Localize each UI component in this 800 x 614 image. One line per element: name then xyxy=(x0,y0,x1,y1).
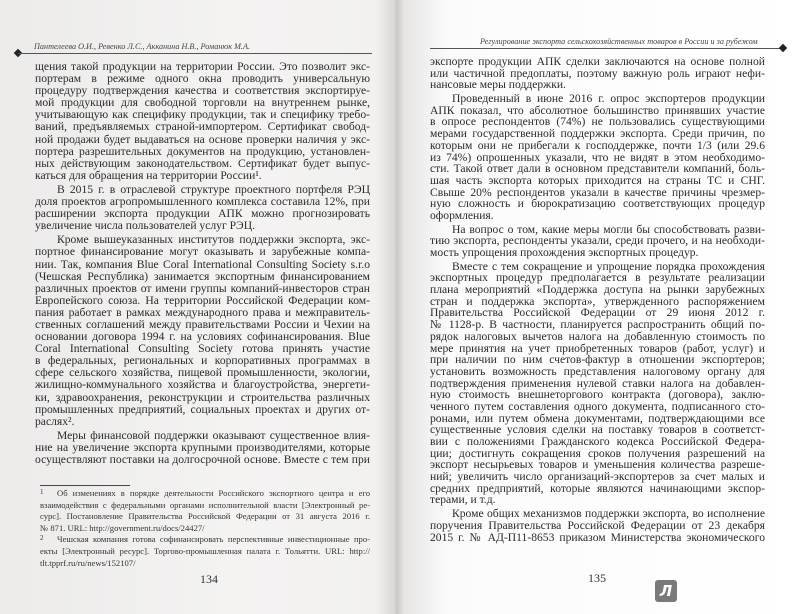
text-line: мость упрощения прохождения экспортных процедур. xyxy=(430,246,699,259)
footnote-separator xyxy=(40,485,130,486)
text-line: Кроме вышеуказанных институтов поддержки экспорта, экс- xyxy=(57,233,370,247)
text-line: ную стоимость внешнеторгового контракта (договора), заклю- xyxy=(430,388,765,402)
text-line: промышленных предприятий, социальных проектах и других от- xyxy=(35,402,370,416)
text-line: (Чешская Республика) занимается экспортным финансированием xyxy=(35,269,370,283)
text-line: различных проектов от имени группы компаний-инвесторов стран xyxy=(35,281,370,295)
text-line: каться для обращения на территории России¹. xyxy=(35,168,262,182)
text-line: ние на увеличение экспорта крупными производителями, которые xyxy=(35,440,370,454)
text-line: основании договора 1994 г. на условиях софинансирования. Blue xyxy=(35,330,370,344)
footnote-line: сурс]. Постановление Правительства Российской Федерации от 31 августа 2016 г. xyxy=(40,511,370,522)
right-page-body-text xyxy=(430,56,765,545)
text-line: существенные условия сделки на поставку товаров в соответст- xyxy=(430,423,765,437)
text-line: учитывающую как специфику продукции, так и специфику требо- xyxy=(35,108,370,122)
header-rule xyxy=(18,53,372,54)
paragraph xyxy=(35,61,370,182)
header-diamond-ornament xyxy=(779,44,787,52)
paragraph xyxy=(35,234,370,428)
text-line: 2015 г. № АД-П11-8653 приказом Министерства экономического xyxy=(430,530,765,544)
text-line: осуществляют поставки на долгосрочной основе. Вместе с тем при xyxy=(35,453,370,466)
text-line: из 74%) опрошенных указали, что не видят в этом необходимо- xyxy=(430,150,765,164)
paragraph xyxy=(430,56,765,91)
text-line: № 1128-р. В частности, планируется распространить общий по- xyxy=(430,318,765,332)
text-line: рядок налоговых вычетов налога на добавленную стоимость по xyxy=(430,329,765,343)
text-line: поручения Правительства Российской Федерации от 23 декабря xyxy=(430,518,765,532)
text-line: ственных соглашений между правительствами России и Чехии на xyxy=(35,317,370,331)
paragraph xyxy=(430,93,765,222)
footnote-line: взаимодействия с федеральными органами исполнительной власти [Электронный ре- xyxy=(40,499,370,510)
text-line: тию экспорта, респонденты указали, среди прочего, и на необходи- xyxy=(430,234,765,248)
footnote-line: Об изменениях в порядке деятельности Российского экспортного центра и его xyxy=(57,488,370,498)
text-line: щения такой продукции на территории России. Это позволит экс- xyxy=(35,60,370,73)
paragraph xyxy=(35,430,370,466)
text-line: подтверждения применения нулевой ставки налога на добавлен- xyxy=(430,376,765,390)
text-line: ции; достигнуть сокращения сроков получения разрешений на xyxy=(430,446,765,460)
text-line: экспорт несырьевых товаров и уменьшения количества разреше- xyxy=(430,458,765,472)
footnote-line: Чешская компания готова софинансировать перспективные инвестиционные про- xyxy=(57,534,370,545)
text-line: при наличии по ним счетов-фактур в отношении экспортеров; xyxy=(430,353,765,367)
footnote-number: 1 xyxy=(40,488,44,496)
text-line: терами, и т.д. xyxy=(430,493,496,507)
footnote xyxy=(40,534,370,569)
text-line: ронами, или путем обмена документами, подтверждающими все xyxy=(430,411,765,425)
text-line: процедуру подтверждения качества и соответствия экспортируе- xyxy=(35,84,370,98)
text-line: Проведенный в июне 2016 г. опрос экспортеров продукции xyxy=(452,92,765,106)
text-line: мой продукции для свободной торговли на внутреннем рынке, xyxy=(35,96,370,110)
text-line: Европейского союза. На территории Российской Федерации ком- xyxy=(35,293,370,307)
paragraph xyxy=(430,508,765,543)
text-line: раслях². xyxy=(35,414,75,428)
text-line: пания работает в рамках международного права и межправитель- xyxy=(35,305,370,319)
text-line: Свыше 20% респондентов указали в качестве причины чрезмер- xyxy=(430,185,765,199)
publisher-logo-icon: Л xyxy=(655,580,677,602)
text-line: Правительства Российской Федерации от 29 июня 2012 г. xyxy=(430,306,765,320)
text-line: Кроме общих механизмов поддержки экспорта, во исполнение xyxy=(452,507,765,521)
footnote-line: tlt.tpprf.ru/ru/news/152107/ xyxy=(40,557,136,568)
left-page-body-text xyxy=(35,61,370,468)
page-number: 134 xyxy=(200,572,218,586)
footnote-line: екты [Электронный ресурс]. Торгово-промышленная палата г. Тольятти. URL: http:// xyxy=(40,545,370,556)
text-line: стран и поддержка экспорта», утвержденного распоряжением xyxy=(430,294,765,308)
text-line: ную сложность и бюрократизацию соответствующих процедур xyxy=(430,197,765,211)
right-page xyxy=(402,0,800,614)
paragraph xyxy=(430,224,765,259)
paragraph xyxy=(430,261,765,506)
text-line: ний; увеличить число организаций-экспортеров за счет малых и xyxy=(430,470,765,484)
text-line: экспортных процедур предполагается в результате реализации xyxy=(430,271,765,285)
text-line: оформления. xyxy=(430,208,494,222)
text-line: ной продажи будет выдаваться на основе проверки наличия у экс- xyxy=(35,132,370,146)
text-line: жилищно-коммунального хозяйства и благоустройства, энергети- xyxy=(35,378,370,392)
text-line: доля проектов агропромышленного комплекса составила 12%, при xyxy=(35,195,370,209)
running-header-title: Регулирование экспорта сельскохозяйственных товаров в России и за рубежом xyxy=(480,37,758,46)
text-line: сфере сельского хозяйства, пищевой промышленности, экологии, xyxy=(35,366,370,380)
text-line: портное финансирование могут оказывать и зарубежные компа- xyxy=(35,245,370,259)
text-line: ки, здравоохранения, реконструкции и строительства различных xyxy=(35,390,370,404)
text-line: нии. Так, компания Blue Coral International Consulting Society s.r.o xyxy=(35,257,370,271)
text-line: шая часть экспорта которых приходится на страны ТС и СНГ. xyxy=(430,173,765,187)
text-line: установить возможность представления налоговому органу для xyxy=(430,364,765,378)
paragraph xyxy=(35,184,370,232)
text-line: ченного путем составления одного документа, подписанного сто- xyxy=(430,399,765,413)
text-line: На вопрос о том, какие меры могли бы способствовать разви- xyxy=(452,222,765,236)
text-line: портера разрешительных документов на продукцию, установлен- xyxy=(35,144,370,158)
text-line: мерами государственной поддержки экспорта. Среди причин, по xyxy=(430,127,765,141)
text-line: или частичной предоплаты, поэтому важную роль играют нефи- xyxy=(430,66,765,80)
text-line: которым они не прибегали к господдержке, почти 1/3 (или 29.6 xyxy=(430,138,765,152)
text-line: портерам в режиме одного окна проводить универсальную xyxy=(35,72,370,86)
text-line: средних предприятий, которые являются начинающими экспор- xyxy=(430,481,765,495)
footnotes xyxy=(40,488,370,569)
footnote xyxy=(40,488,370,534)
left-page xyxy=(0,0,398,614)
running-header-authors: Пантелеева О.И., Ревенко Л.С., Акканина Н.В., Романюк М.А. xyxy=(34,42,250,51)
text-line: мере принятия на учет приобретенных товаров (работ, услуг) и xyxy=(430,341,765,355)
header-rule xyxy=(430,48,782,49)
text-line: ных действующим законодательством. Сертификат будет выпус- xyxy=(35,156,370,170)
text-line: ваний, предъявляемых страной-импортером. Сертификат свобод- xyxy=(35,120,370,134)
text-line: в опросе респондентов (74%) не пользовались существующими xyxy=(430,115,765,129)
page-number: 135 xyxy=(588,571,606,585)
text-line: увеличение числа пользователей услуг РЭЦ. xyxy=(35,219,255,233)
text-line: Coral International Consulting Society готова принять участие xyxy=(35,342,370,356)
text-line: нансовые меры поддержки. xyxy=(430,78,566,92)
footnote-line: № 871. URL: http://government.ru/docs/24427/ xyxy=(40,522,205,533)
text-line: АПК показал, что абсолютное большинство принявших участие xyxy=(430,103,765,117)
text-line: Меры финансовой поддержки оказывают существенное влия- xyxy=(57,428,370,442)
text-line: сти. Такой ответ дали в основном представители компаний, боль- xyxy=(430,162,765,176)
text-line: в федеральных, региональных и корпоративных программах в xyxy=(35,354,370,368)
text-line: расширении экспорта продукции АПК можно прогнозировать xyxy=(35,207,370,221)
text-line: плана мероприятий «Поддержка доступа на рынки зарубежных xyxy=(430,283,765,297)
text-line: экспорте продукции АПК сделки заключаются на основе полной xyxy=(430,55,765,68)
text-line: В 2015 г. в отраслевой структуре проектного портфеля РЭЦ xyxy=(57,182,370,196)
text-line: вии с положениями Гражданского кодекса Российской Федера- xyxy=(430,435,765,448)
footnote-number: 2 xyxy=(40,534,44,543)
text-line: Вместе с тем сокращение и упрощение порядка прохождения xyxy=(452,259,765,273)
